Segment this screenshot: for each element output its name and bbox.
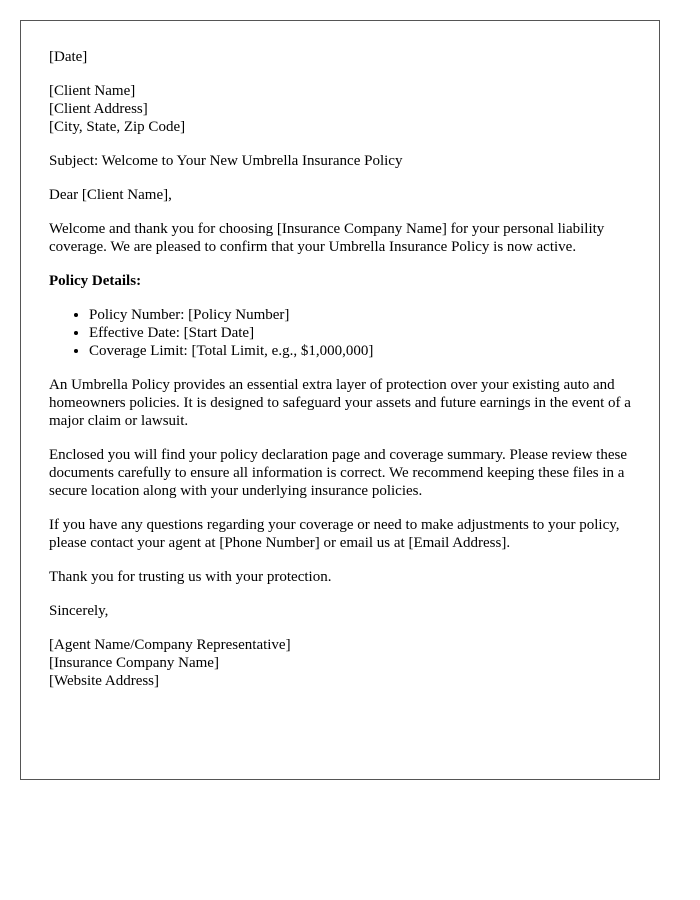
policy-details-item: • Coverage Limit: [Total Limit, e.g., $1,000,000] bbox=[89, 342, 631, 360]
intro-paragraph: Welcome and thank you for choosing [Insurance Company Name] for your personal liability coverage. We are pleased to confirm that your Umbrella Insurance Policy is now active. bbox=[49, 221, 605, 255]
recipient-block bbox=[49, 82, 631, 136]
letter-date: [Date] bbox=[49, 49, 88, 65]
letter-page bbox=[20, 20, 660, 780]
body-paragraph: An Umbrella Policy provides an essential extra layer of protection over your existing auto and homeowners policies. It is designed to safeguard your assets and future earnings in the event of a major claim or lawsuit. bbox=[49, 377, 631, 429]
recipient-city-state-zip: [City, State, Zip Code] bbox=[49, 119, 186, 135]
signature-block bbox=[49, 636, 631, 690]
policy-details-heading: Policy Details: bbox=[49, 273, 142, 289]
body-paragraph: Enclosed you will find your policy declaration page and coverage summary. Please review these documents carefully to ensure all information is correct. We recommend keeping these files in a secure location along with your underlying insurance policies. bbox=[49, 447, 627, 499]
recipient-address: [Client Address] bbox=[49, 101, 148, 117]
signature-name: [Agent Name/Company Representative] bbox=[49, 637, 291, 653]
policy-details-item: • Effective Date: [Start Date] bbox=[89, 324, 631, 342]
policy-details-list bbox=[49, 306, 631, 360]
signature-website: [Website Address] bbox=[49, 673, 160, 689]
policy-details-item: • Policy Number: [Policy Number] bbox=[89, 306, 631, 324]
letter-closing: Sincerely, bbox=[49, 603, 109, 619]
body-paragraph: If you have any questions regarding your coverage or need to make adjustments to your policy, please contact your agent at [Phone Number] or email us at [Email Address]. bbox=[49, 517, 620, 551]
recipient-name: [Client Name] bbox=[49, 83, 136, 99]
signature-company: [Insurance Company Name] bbox=[49, 655, 219, 671]
letter-salutation: Dear [Client Name], bbox=[49, 187, 172, 203]
body-paragraph: Thank you for trusting us with your protection. bbox=[49, 569, 332, 585]
letter-subject: Subject: Welcome to Your New Umbrella Insurance Policy bbox=[49, 153, 403, 169]
